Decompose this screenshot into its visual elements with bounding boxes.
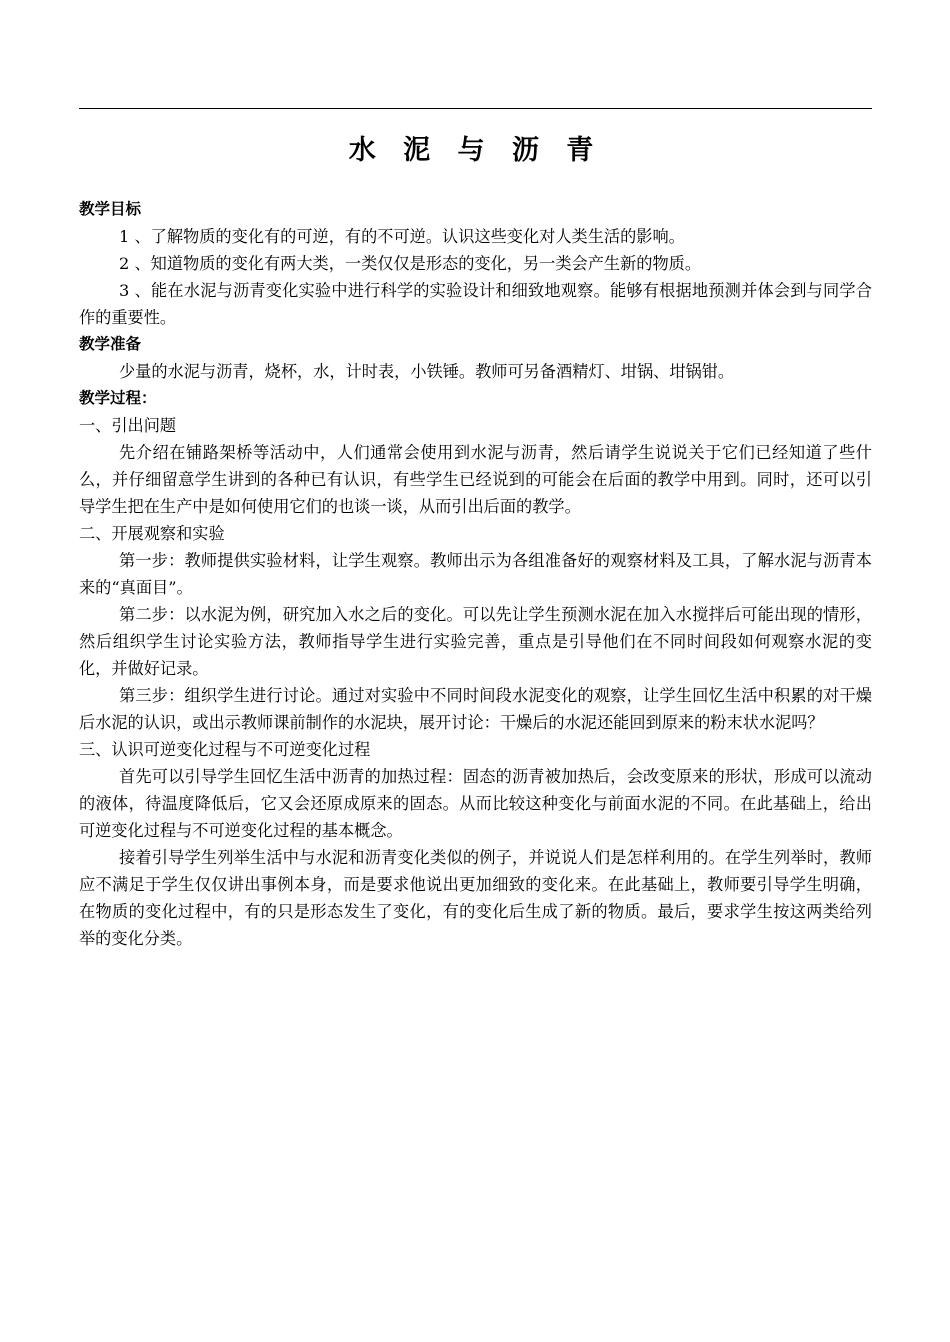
section-paragraph: 首先可以引导学生回忆生活中沥青的加热过程：固态的沥青被加热后，会改变原来的形状，形成可以流动的液体，待温度降低后，它又会还原成原来的固态。从而比较这种变化与前面水泥的不同。在此基础上，给出可逆变化过程与不可逆变化过程的基本概念。 (79, 767, 872, 840)
process-heading: 教学过程： (79, 389, 157, 407)
header-rule (79, 108, 872, 109)
section-title: 一、引出问题 (79, 416, 177, 435)
document-body (79, 196, 872, 952)
section-paragraph: 接着引导学生列举生活中与水泥和沥青变化类似的例子，并说说人们是怎样利用的。在学生列举时，教师应不满足于学生仅仅讲出事例本身，而是要求他说出更加细致的变化来。在此基础上，教师要引导学生明确，在物质的变化过程中，有的只是形态发生了变化，有的变化后生成了新的物质。最后，要求学生按这两类给列举的变化分类。 (79, 848, 872, 948)
objective-item: 3 、能在水泥与沥青变化实验中进行科学的实验设计和细致地观察。能够有根据地预测并体会到与同学合作的重要性。 (79, 281, 872, 327)
preparation-text: 少量的水泥与沥青，烧杯，水，计时表，小铁锤。教师可另备酒精灯、坩锅、坩锅钳。 (119, 362, 735, 381)
section-paragraph: 第一步：教师提供实验材料，让学生观察。教师出示为各组准备好的观察材料及工具，了解水泥与沥青本来的“真面目”。 (79, 551, 872, 597)
objective-item: 1 、了解物质的变化有的可逆，有的不可逆。认识这些变化对人类生活的影响。 (119, 227, 685, 246)
section-title: 二、开展观察和实验 (79, 524, 225, 543)
objective-item: 2 、知道物质的变化有两大类，一类仅仅是形态的变化，另一类会产生新的物质。 (119, 254, 702, 273)
document-title: 水 泥 与 沥 青 (348, 135, 603, 166)
section-paragraph: 第三步：组织学生进行讨论。通过对实验中不同时间段水泥变化的观察，让学生回忆生活中积累的对干燥后水泥的认识，或出示教师课前制作的水泥块，展开讨论：干燥后的水泥还能回到原来的粉末状水泥吗？ (79, 686, 872, 732)
section-paragraph: 第二步：以水泥为例，研究加入水之后的变化。可以先让学生预测水泥在加入水搅拌后可能出现的情形，然后组织学生讨论实验方法，教师指导学生进行实验完善，重点是引导他们在不同时间段如何观察水泥的变化，并做好记录。 (79, 605, 872, 678)
section-paragraph: 先介绍在铺路架桥等活动中，人们通常会使用到水泥与沥青，然后请学生说说关于它们已经知道了些什么，并仔细留意学生讲到的各种已有认识，有些学生已经说到的可能会在后面的教学中用到。同时，还可以引导学生把在生产中是如何使用它们的也谈一谈，从而引出后面的教学。 (79, 443, 872, 516)
objectives-heading: 教学目标 (79, 200, 142, 218)
section-title: 三、认识可逆变化过程与不可逆变化过程 (79, 740, 371, 759)
preparation-heading: 教学准备 (79, 335, 142, 353)
